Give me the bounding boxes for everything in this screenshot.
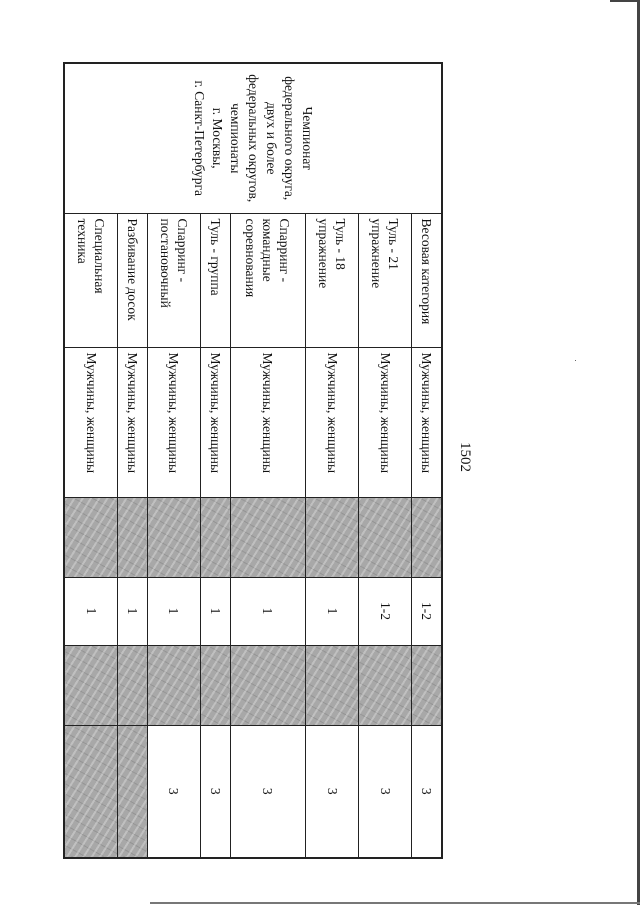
shaded-cell <box>230 645 306 725</box>
shaded-cell <box>64 725 118 858</box>
place-cell: 1-2 <box>412 577 442 645</box>
shaded-cell <box>147 497 200 577</box>
shaded-cell <box>230 497 306 577</box>
gender-cell: Мужчины, женщины <box>230 347 306 497</box>
place-cell: 1 <box>230 577 306 645</box>
gender-cell: Мужчины, женщины <box>118 347 148 497</box>
discipline-cell: Туль - 21 упражнение <box>359 213 412 347</box>
place-cell: 1 <box>64 577 118 645</box>
table-row <box>412 63 442 858</box>
gender-cell: Мужчины, женщины <box>412 347 442 497</box>
place-cell: 3 <box>412 725 442 858</box>
discipline-cell: Туль - 18 упражнение <box>306 213 359 347</box>
championship-line: двух и более <box>264 102 279 175</box>
championship-cell <box>64 63 442 213</box>
discipline-cell: Разбивание досок <box>118 213 148 347</box>
gender-cell: Мужчины, женщины <box>306 347 359 497</box>
shaded-cell <box>118 645 148 725</box>
place-cell: 1 <box>147 577 200 645</box>
rotated-table-page <box>63 62 473 857</box>
shaded-cell <box>64 497 118 577</box>
place-cell: 1 <box>200 577 230 645</box>
championship-line: г. Санкт-Петербурга <box>192 80 207 197</box>
gender-cell: Мужчины, женщины <box>359 347 412 497</box>
discipline-cell: Специальная техника <box>64 213 118 347</box>
shaded-cell <box>306 497 359 577</box>
place-cell: 3 <box>230 725 306 858</box>
championship-line: федерального округа, <box>282 76 297 201</box>
gender-cell: Мужчины, женщины <box>200 347 230 497</box>
shaded-cell <box>147 645 200 725</box>
place-cell: 1 <box>306 577 359 645</box>
gender-cell: Мужчины, женщины <box>147 347 200 497</box>
page-edge-bottom <box>150 902 640 904</box>
discipline-cell: Спарринг - командные соревнования <box>230 213 306 347</box>
shaded-cell <box>412 645 442 725</box>
place-cell: 1 <box>118 577 148 645</box>
place-cell: 3 <box>359 725 412 858</box>
championship-line: чемпионаты <box>228 103 243 174</box>
shaded-cell <box>412 497 442 577</box>
championship-line: г. Москвы, <box>210 107 225 169</box>
results-table <box>63 62 443 859</box>
shaded-cell <box>306 645 359 725</box>
championship-line: федеральных округов, <box>246 74 261 203</box>
page-number: 1502 <box>457 442 473 472</box>
shaded-cell <box>359 497 412 577</box>
page-edge-top <box>610 0 640 2</box>
discipline-cell: Туль - группа <box>200 213 230 347</box>
shaded-cell <box>359 645 412 725</box>
place-cell: 3 <box>306 725 359 858</box>
place-cell: 1-2 <box>359 577 412 645</box>
discipline-cell: Весовая категория <box>412 213 442 347</box>
shaded-cell <box>118 725 148 858</box>
shaded-cell <box>200 497 230 577</box>
place-cell: 3 <box>200 725 230 858</box>
championship-line: Чемпионат <box>300 106 315 170</box>
shaded-cell <box>200 645 230 725</box>
gender-cell: Мужчины, женщины <box>64 347 118 497</box>
scan-speck <box>575 360 576 361</box>
place-cell: 3 <box>147 725 200 858</box>
shaded-cell <box>118 497 148 577</box>
shaded-cell <box>64 645 118 725</box>
discipline-cell: Спарринг - постановочный <box>147 213 200 347</box>
